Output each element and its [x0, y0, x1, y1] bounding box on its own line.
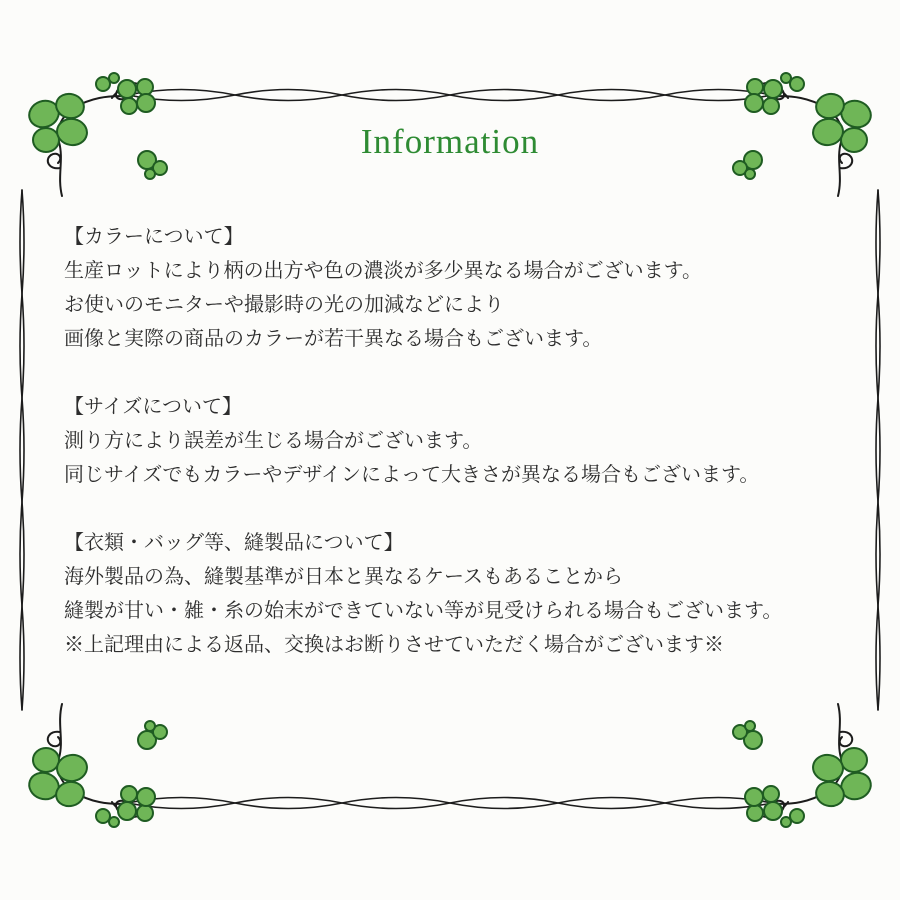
bottom-border-line — [128, 798, 772, 809]
section-sewn-goods — [64, 526, 844, 628]
clover-ornament-bottom-left-icon — [25, 704, 167, 827]
section-line: 画像と実際の商品のカラーが若干異なる場合もございます。 — [64, 328, 603, 350]
clover-ornament-bottom-right-icon — [733, 704, 875, 827]
section-line: 測り方により誤差が生じる場合がございます。 — [64, 430, 483, 452]
notice-content — [64, 220, 844, 662]
section-line: 同じサイズでもカラーやデザインによって大きさが異なる場合もございます。 — [64, 464, 760, 486]
section-heading: 【衣類・バッグ等、縫製品について】 — [64, 532, 404, 554]
section-heading: 【カラーについて】 — [64, 226, 244, 248]
section-line: 縫製が甘い・雑・糸の始末ができていない等が見受けられる場合もございます。 — [64, 600, 783, 622]
return-policy-note: ※上記理由による返品、交換はお断りさせていただく場合がございます※ — [64, 634, 724, 656]
section-color — [64, 220, 844, 356]
left-border-line — [20, 190, 24, 710]
page-title: Information — [360, 122, 540, 161]
section-heading: 【サイズについて】 — [64, 396, 242, 418]
section-line: 生産ロットにより柄の出方や色の濃淡が多少異なる場合がございます。 — [64, 260, 702, 282]
section-line: お使いのモニターや撮影時の光の加減などにより — [64, 294, 504, 316]
section-line: 海外製品の為、縫製基準が日本と異なるケースもあることから — [64, 566, 623, 588]
section-size — [64, 390, 844, 492]
top-border-line — [128, 90, 772, 101]
right-border-line — [876, 190, 880, 710]
